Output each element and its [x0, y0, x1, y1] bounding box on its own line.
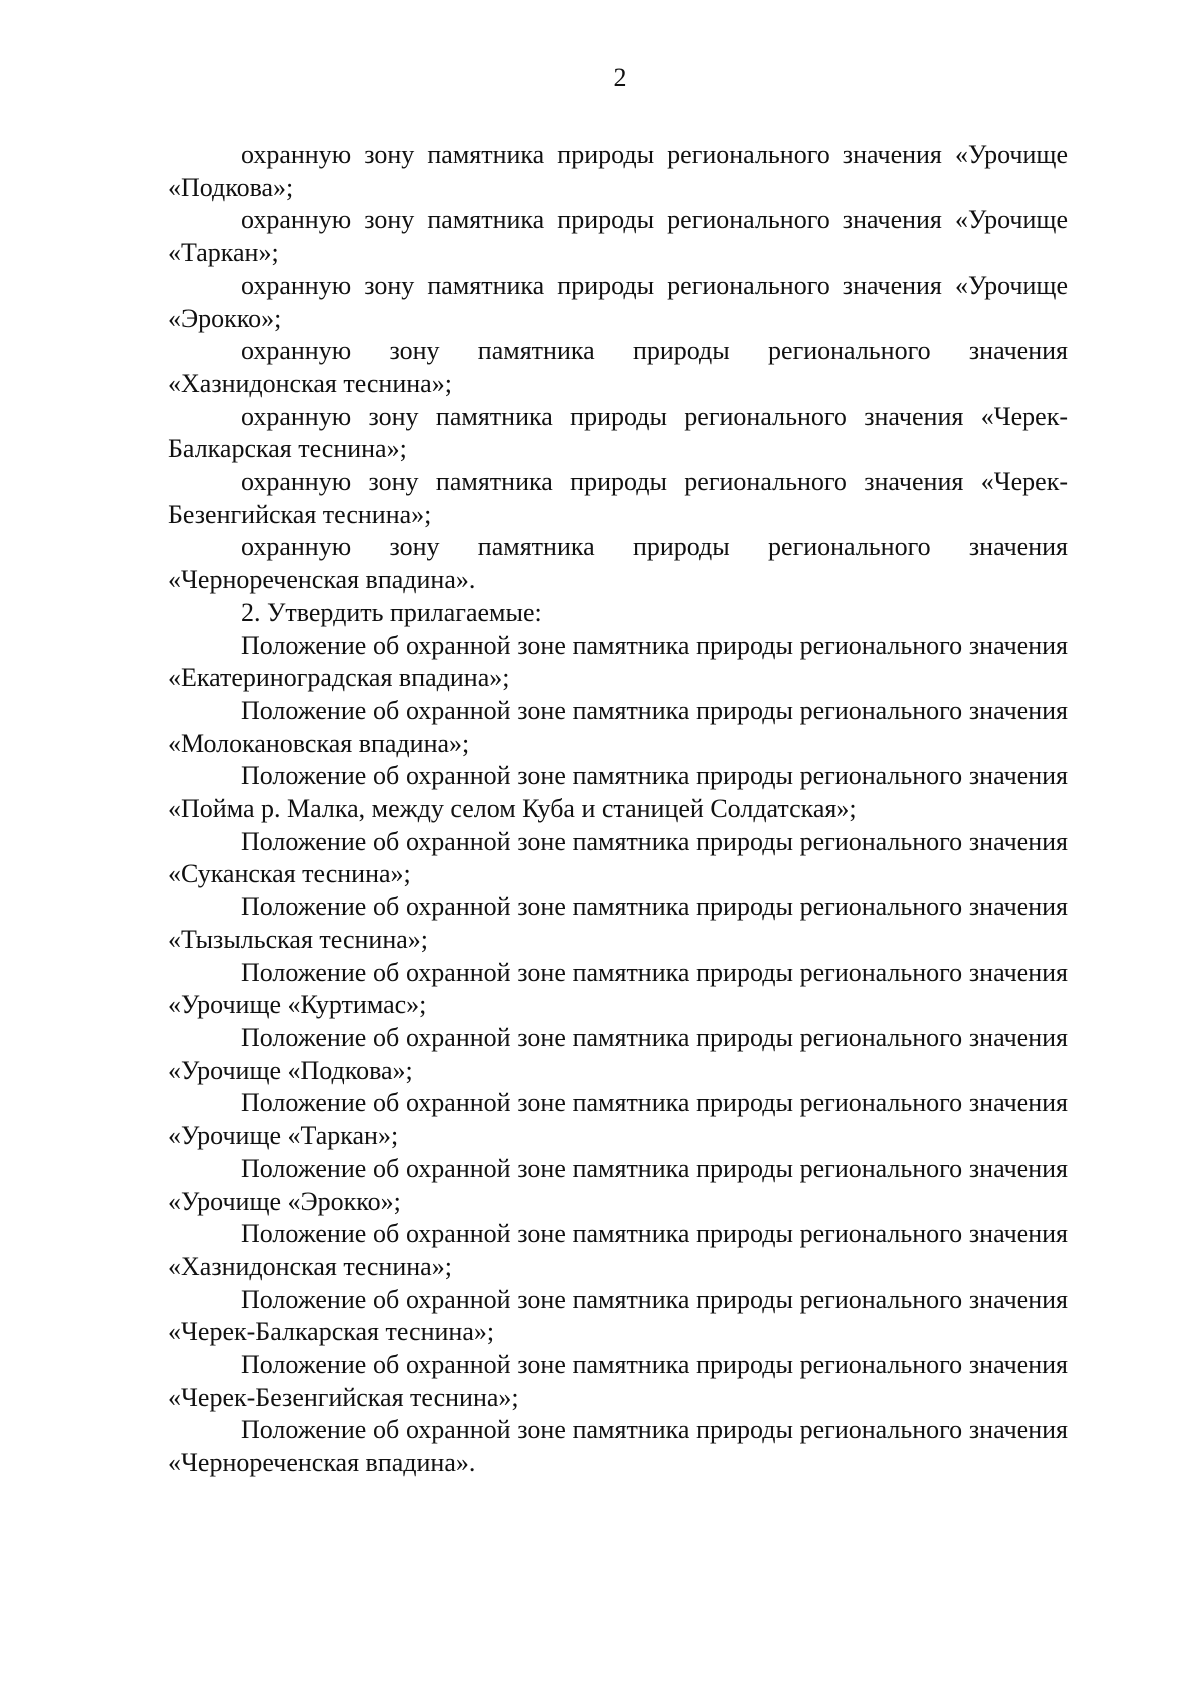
regulation-item: Положение об охранной зоне памятника природы регионального значения «Урочище «Эрокко»;: [168, 1153, 1068, 1216]
regulation-item: Положение об охранной зоне памятника природы регионального значения «Суканская теснина»;: [168, 826, 1068, 889]
zone-item: охранную зону памятника природы регионального значения «Хазнидонская теснина»;: [168, 336, 1068, 398]
regulation-item: Положение об охранной зоне памятника природы регионального значения «Урочище «Таркан»;: [168, 1088, 1068, 1151]
regulation-item: Положение об охранной зоне памятника природы регионального значения «Хазнидонская теснина»;: [168, 1219, 1068, 1281]
zone-item: охранную зону памятника природы регионального значения «Чернореченская впадина».: [168, 532, 1068, 595]
regulation-item: Положение об охранной зоне памятника природы регионального значения «Тызыльская теснина»;: [168, 892, 1068, 954]
page-number: 2: [613, 63, 627, 92]
regulation-item: Положение об охранной зоне памятника природы регионального значения «Екатериноградская впадина»;: [168, 630, 1068, 693]
regulation-item: Положение об охранной зоне памятника природы регионального значения «Молокановская впадина»;: [168, 695, 1068, 758]
item-2-heading: 2. Утвердить прилагаемые:: [241, 597, 542, 627]
zone-item: охранную зону памятника природы регионального значения «Урочище «Эрокко»;: [168, 270, 1068, 333]
zone-item: охранную зону памятника природы регионального значения «Урочище «Подкова»;: [168, 140, 1068, 202]
regulation-item: Положение об охранной зоне памятника природы регионального значения «Чернореченская впадина».: [168, 1415, 1068, 1478]
regulation-item: Положение об охранной зоне памятника природы регионального значения «Урочище «Куртимас»;: [168, 957, 1068, 1020]
zone-item: охранную зону памятника природы регионального значения «Черек-Балкарская теснина»;: [168, 401, 1068, 464]
zone-item: охранную зону памятника природы регионального значения «Черек-Безенгийская теснина»;: [168, 467, 1068, 529]
regulation-item: Положение об охранной зоне памятника природы регионального значения «Пойма р. Малка, между селом Куба и станицей Солдатская»;: [168, 761, 1068, 824]
zone-item: охранную зону памятника природы регионального значения «Урочище «Таркан»;: [168, 205, 1068, 268]
regulation-item: Положение об охранной зоне памятника природы регионального значения «Черек-Балкарская теснина»;: [168, 1284, 1068, 1347]
regulation-item: Положение об охранной зоне памятника природы регионального значения «Черек-Безенгийская теснина»;: [168, 1350, 1068, 1412]
document-body: [168, 139, 1068, 1480]
regulation-item: Положение об охранной зоне памятника природы регионального значения «Урочище «Подкова»;: [168, 1022, 1068, 1085]
